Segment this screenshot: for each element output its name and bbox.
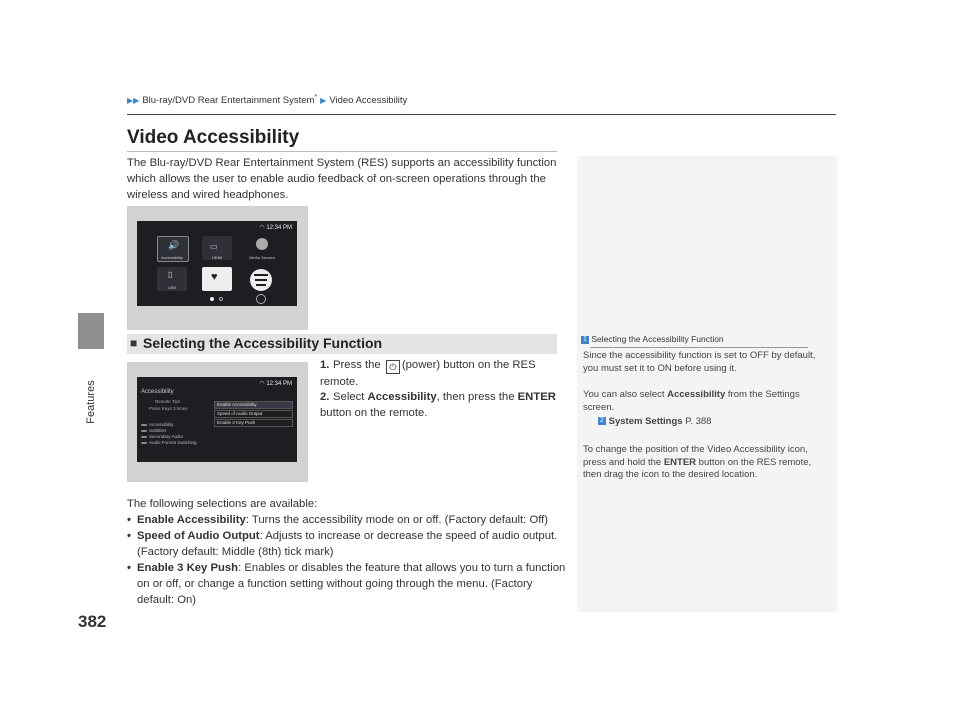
menu-list-item: Audio Format Switching [141,440,197,445]
note-paragraph-1: Since the accessibility function is set to OFF by default, you must set it to ON before using it. [583,350,816,374]
accessibility-screen-display [137,377,297,462]
section-marker-icon: ■ [130,336,138,350]
tile-label: Media Servers [249,255,275,260]
page-indicator-active [210,297,214,301]
breadcrumb [127,94,407,106]
breadcrumb-item-video-accessibility: Video Accessibility [329,94,408,106]
status-bar: ◠ 12:34 PM [259,225,292,231]
bullet-enable-3-key-push: • Enable 3 Key Push: Enables or disables the feature that allows you to turn a function on or off, or change a function setting without going through the menu. (Factory default: On) [127,560,567,608]
media-server-icon [256,238,268,250]
side-tab-marker [78,313,104,349]
menu-list-item: Accessibility [141,422,174,427]
breadcrumb-item-res[interactable]: Blu-ray/DVD Rear Entertainment System* [142,94,318,107]
enable-3-key-push-row[interactable]: Enable 3 Key Push [214,419,293,427]
menu-list-item: Subtitles [141,428,166,433]
step-2: 2. Select Accessibility, then press the ENTER button on the remote. [320,391,556,419]
wifi-icon: ◠ [259,381,265,387]
power-icon: ⏻ [386,360,400,374]
page-indicator [219,297,223,301]
step-1: 1. Press the ⏻ (power) button on the RES remote. [320,359,536,388]
status-bar: ◠ 12:34 PM [259,381,292,387]
section-heading: ■ Selecting the Accessibility Function [127,334,557,354]
usb-icon: ▯ [168,270,173,279]
title-divider [127,151,557,152]
reference-icon: 2 [598,417,606,425]
bullet-speed-audio-output: • Speed of Audio Output: Adjusts to increase or decrease the speed of audio output. (Factory default: Middle (8th) tick mark) [127,528,567,560]
header-divider [127,114,836,115]
side-tab-label: Features [85,380,97,424]
bullet-enable-accessibility: • Enable Accessibility: Turns the accessibility mode on or off. (Factory default: Off) [127,512,567,528]
spotify-icon [254,274,268,276]
iheartradio-tile[interactable] [202,267,232,291]
menu-list-item: Secondary Audio [141,434,183,439]
selections-intro: The following selections are available: [127,498,318,510]
spotify-tile[interactable] [250,269,272,291]
note-divider [590,347,808,348]
wifi-icon: ◠ [259,225,265,231]
tile-label: Accessibility [161,255,183,260]
breadcrumb-arrow-icon: ▶▶ [127,95,140,105]
note-marker-icon: 1 [581,336,589,344]
speaker-icon: 🔊 [168,240,180,250]
page-title: Video Accessibility [127,127,300,148]
note-heading: 1 Selecting the Accessibility Function [581,334,815,344]
move-icon[interactable] [256,294,266,304]
remote-tips-label: Remote Tips [155,399,181,404]
note-paragraph-2: You can also select Accessibility from the Settings screen. [583,389,800,413]
remote-tips-text: Press Keys 3 times [149,406,188,411]
speed-of-audio-row[interactable]: Speed of Audio Output [214,410,293,418]
heart-icon: ♥ [211,271,218,283]
menu-title: Accessibility [141,389,174,395]
enable-accessibility-row[interactable]: Enable Accessibility [214,401,293,409]
tile-label: HDMI [211,255,223,260]
note-sidebar [577,156,837,612]
intro-paragraph: The Blu-ray/DVD Rear Entertainment System (RES) supports an accessibility function which allows the user to enable audio feedback of on-screen operations through the wireless and wired headphones. [127,157,557,201]
system-settings-link[interactable]: 2 System Settings P. 388 [598,416,838,429]
tile-label: USB [167,285,177,290]
hdmi-icon: ▭ [210,242,218,251]
home-screen-display [137,221,297,306]
page-number: 382 [78,612,107,631]
note-paragraph-3: To change the position of the Video Accessibility icon, press and hold the ENTER button on the RES remote, then drag the icon to the desired location. [583,444,812,480]
breadcrumb-arrow-icon: ▶ [320,95,327,105]
